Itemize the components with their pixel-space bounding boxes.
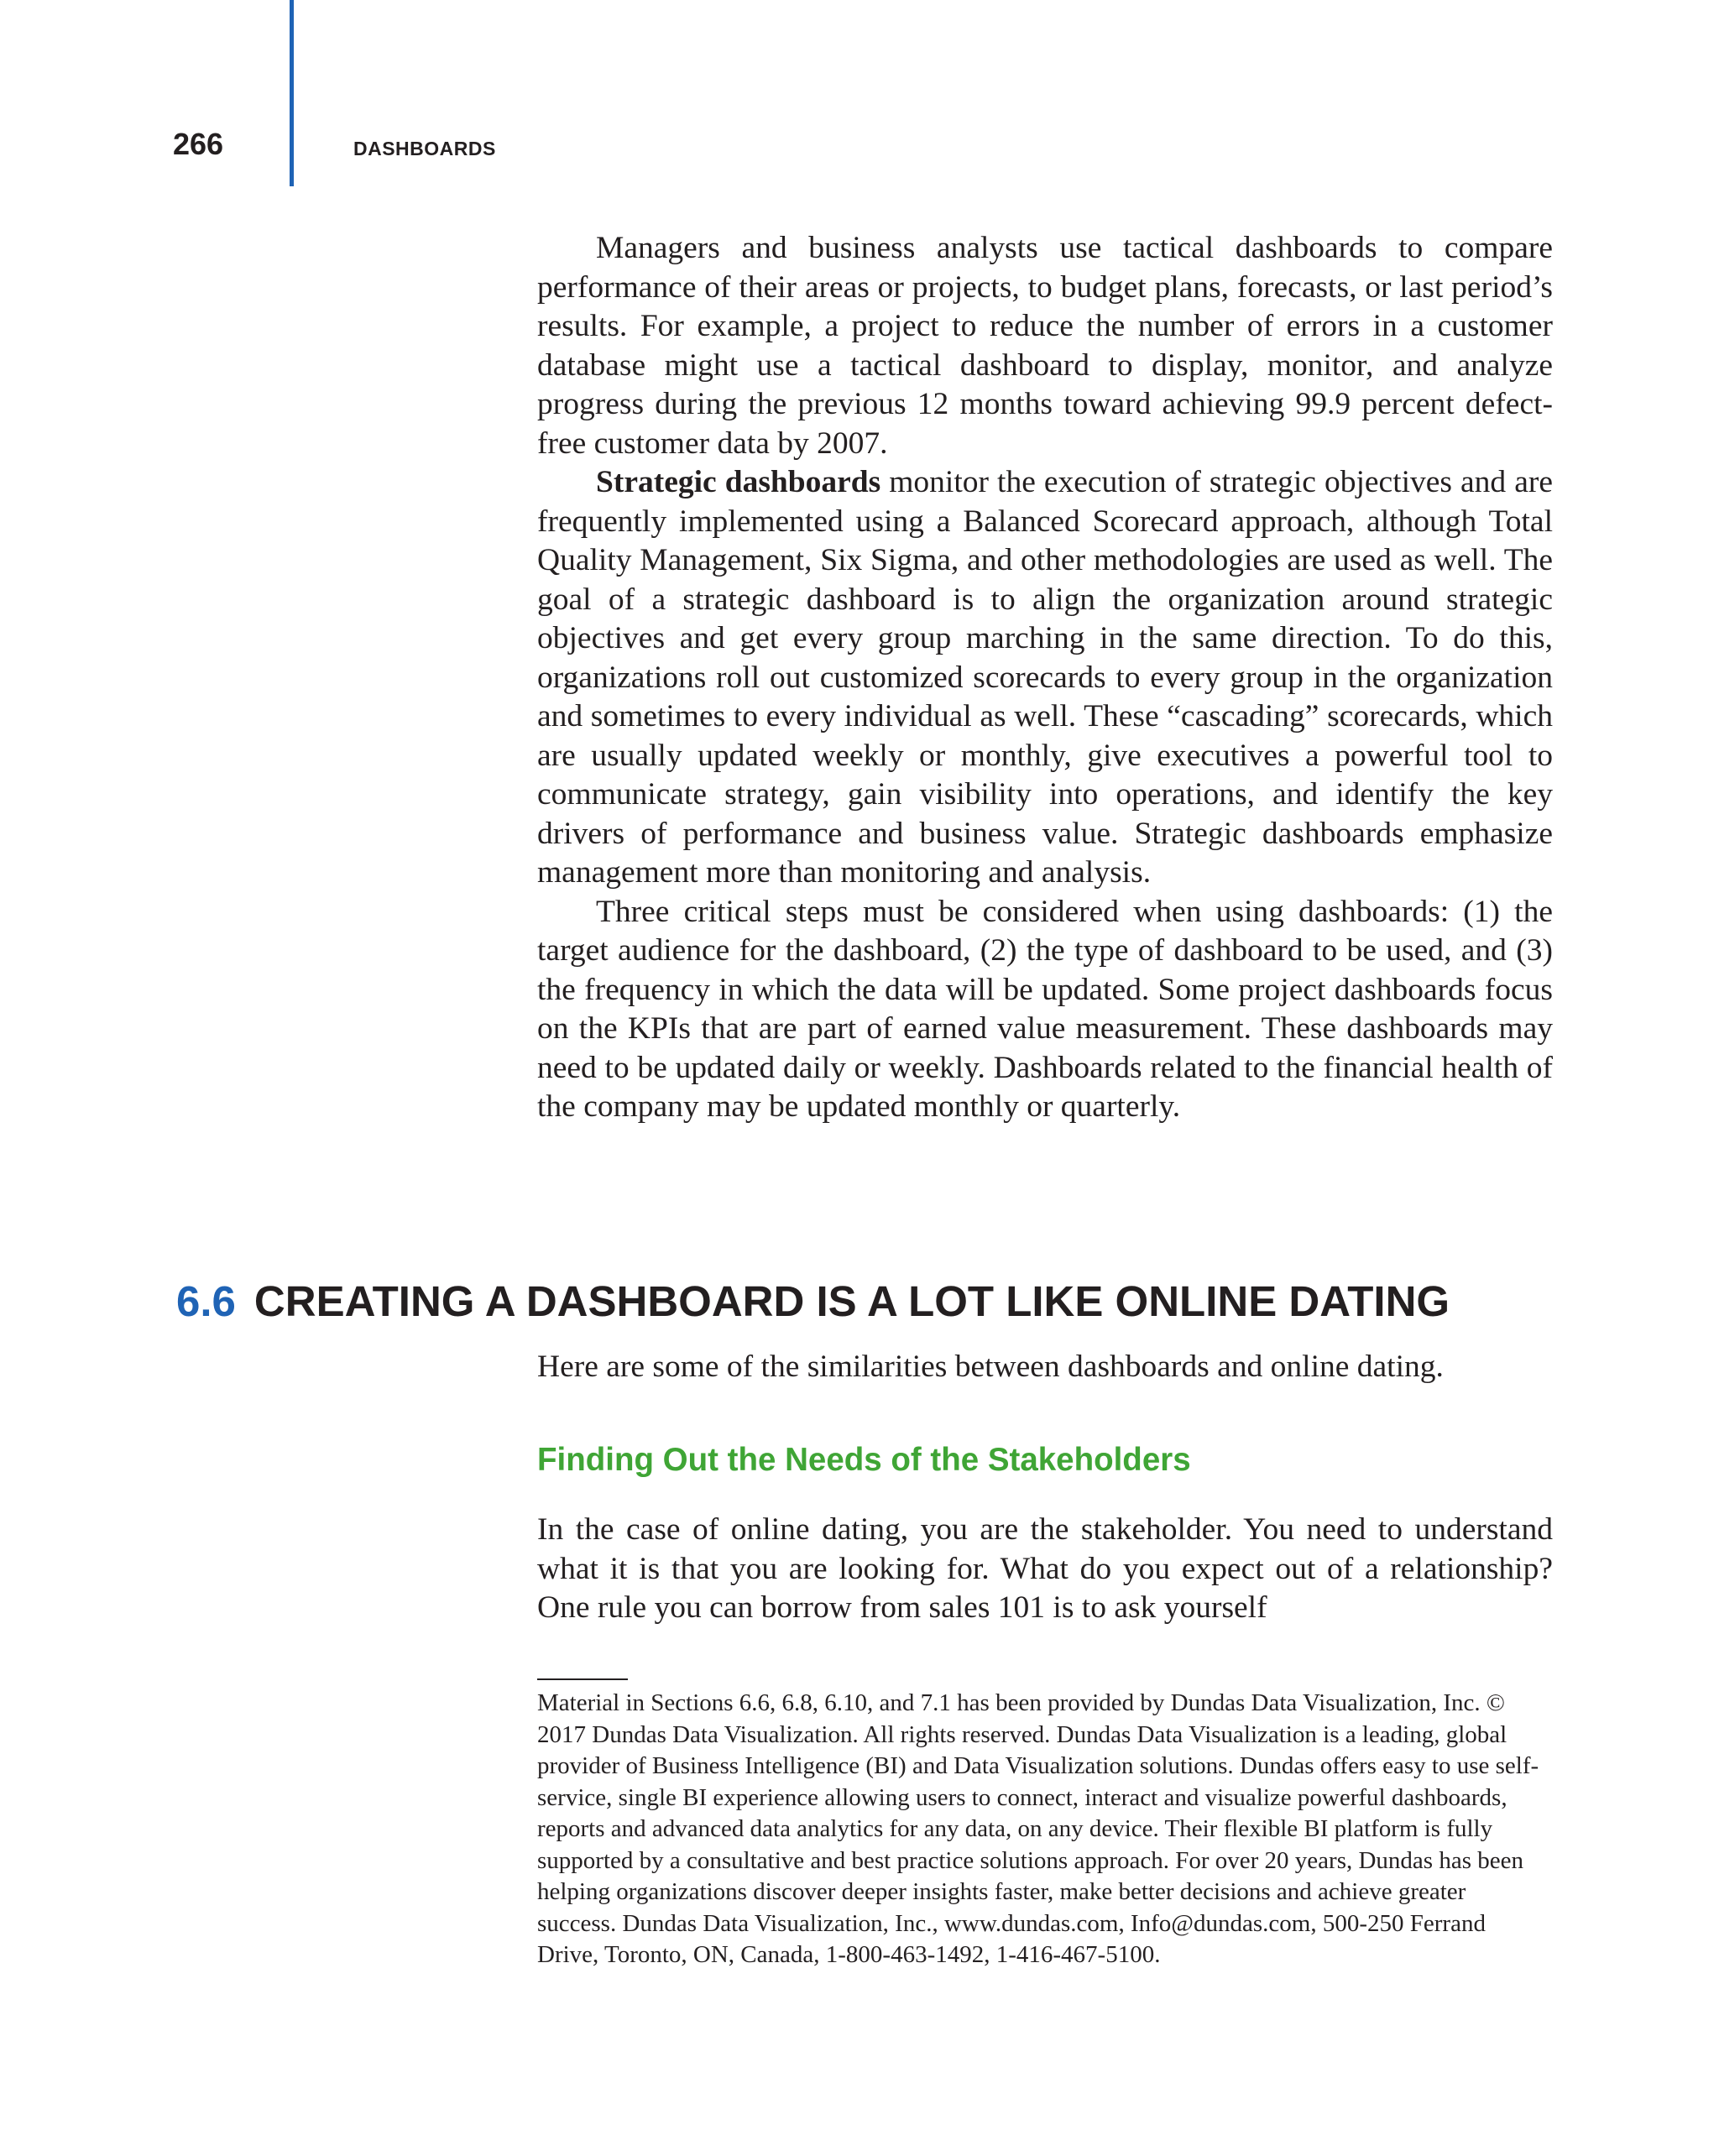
subsection-heading: Finding Out the Needs of the Stakeholders	[537, 1442, 1191, 1478]
section-number: 6.6	[176, 1277, 236, 1325]
term-strategic-dashboards: Strategic dashboards	[596, 465, 881, 499]
paragraph-strategic-text: monitor the execution of strategic objectives and are frequently implemented using a Balanced Scorecard approach, although Total Quality Management, Six Sigma, and other methodologies are used as well. The goal of a strategic dashboard is to align the organization around strategic objectives and get every group marching in the same direction. To do this, organizations roll out customized scorecards to every group in the organization and sometimes to every individual as well. These “cascading” scorecards, which are usually updated weekly or monthly, give executives a powerful tool to communicate strategy, gain visibility into operations, and identify the key drivers of performance and business value. Strategic dashboards emphasize management more than monitoring and analysis.	[537, 465, 1553, 890]
section-heading	[176, 1276, 1586, 1327]
paragraph-three-steps: Three critical steps must be considered when using dashboards: (1) the target audience for the dashboard, (2) the type of dashboard to be used, and (3) the frequency in which the data will be updated. Some project dashboards focus on the KPIs that are part of earned value measurement. These dashboards may need to be updated daily or weekly. Dashboards related to the financial health of the company may be updated monthly or quarterly.	[537, 894, 1553, 1124]
paragraph-tactical-dashboards: Managers and business analysts use tactical dashboards to compare performance of their areas or projects, to budget plans, forecasts, or last period’s results. For example, a project to reduce the number of errors in a customer database might use a tactical dashboard to display, monitor, and analyze progress during the previous 12 months toward achieving 99.9 percent defect-free customer data by 2007.	[537, 231, 1553, 461]
body-text-block	[537, 229, 1553, 1127]
section-intro: Here are some of the similarities between dashboards and online dating.	[537, 1349, 1444, 1384]
subsection-text-block	[537, 1511, 1553, 1628]
footnote-divider	[537, 1678, 628, 1680]
section-title: CREATING A DASHBOARD IS A LOT LIKE ONLINE DATING	[253, 1277, 1450, 1325]
running-head: DASHBOARDS	[353, 138, 496, 159]
page-number: 266	[173, 127, 224, 161]
section-intro-block	[537, 1348, 1553, 1387]
subsection-paragraph: In the case of online dating, you are the stakeholder. You need to understand what it is that you are looking for. What do you expect out of a relationship? One rule you can borrow from sales 101 is to ask yourself	[537, 1512, 1553, 1625]
header-rule	[290, 0, 294, 186]
footnote: Material in Sections 6.6, 6.8, 6.10, and 7.1 has been provided by Dundas Data Visualization, Inc. © 2017 Dundas Data Visualization. All rights reserved. Dundas Data Visualization is a leading, global provider of Business Intelligence (BI) and Data Visualization solutions. Dundas offers easy to use self-service, single BI experience allowing users to connect, interact and visualize powerful dashboards, reports and advanced data analytics for any data, on any device. Their flexible BI platform is fully supported by a consultative and best practice solutions approach. For over 20 years, Dundas has been helping organizations discover deeper insights faster, make better decisions and achieve greater success. Dundas Data Visualization, Inc., www.dundas.com, Info@dundas.com, 500-250 Ferrand Drive, Toronto, ON, Canada, 1-800-463-1492, 1-416-467-5100.	[537, 1689, 1539, 1968]
paragraph-strategic-dashboards	[537, 463, 1553, 893]
